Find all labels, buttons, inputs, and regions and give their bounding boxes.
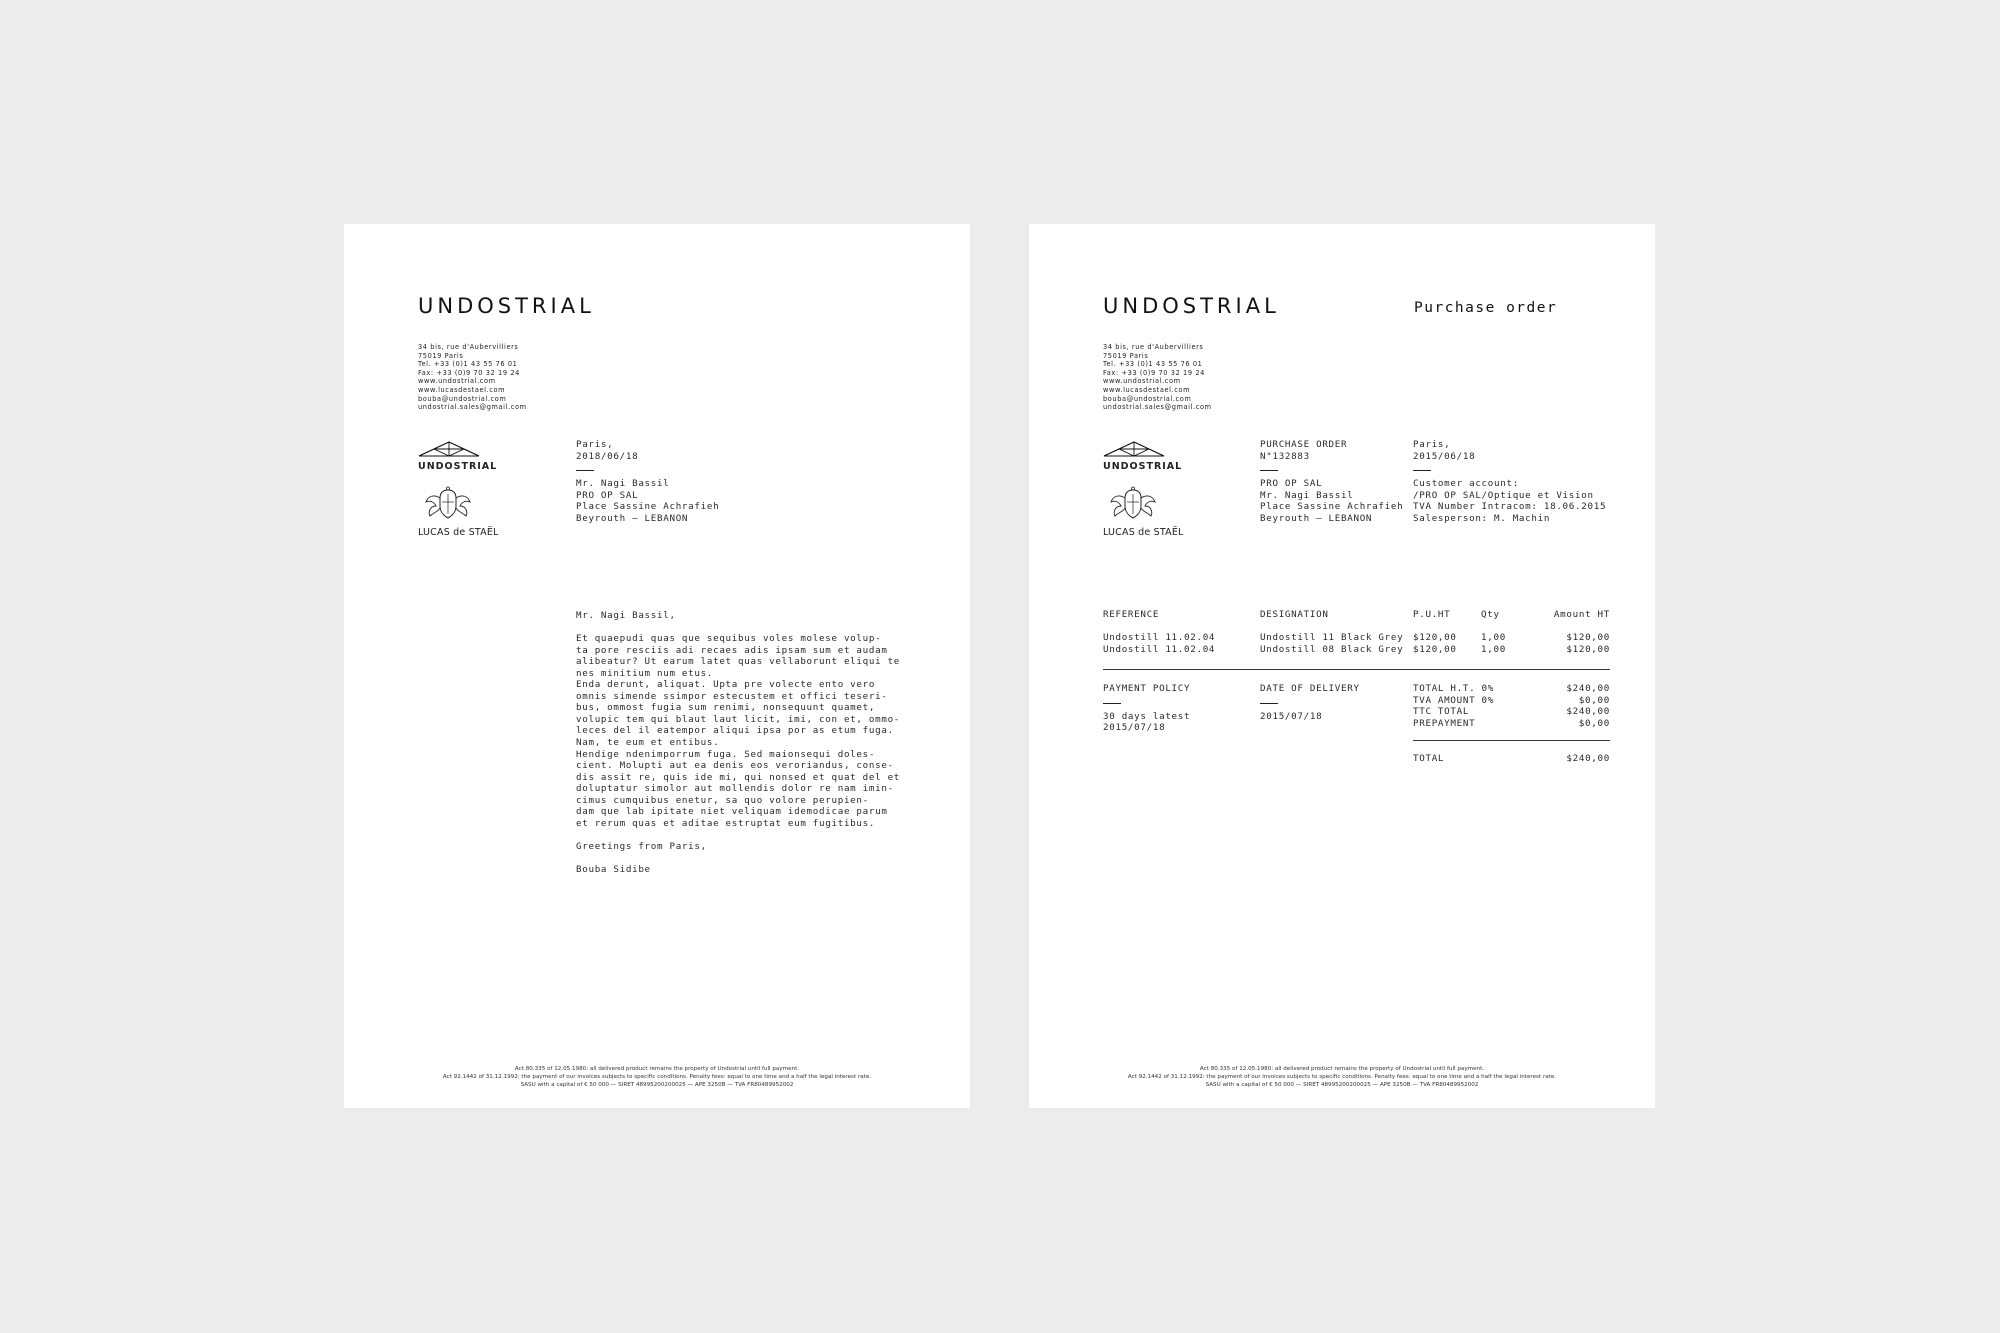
total-label: PREPAYMENT [1413, 717, 1476, 729]
recipient-line: Place Sassine Achrafieh [576, 501, 720, 513]
total-label: TTC TOTAL [1413, 706, 1470, 718]
contact-line: Tel. +33 (0)1 43 55 76 01 [1103, 360, 1203, 369]
grand-total-label: TOTAL [1413, 753, 1445, 764]
recipient-line: Beyrouth — LEBANON [576, 512, 689, 524]
col-header-amount: Amount HT [1553, 609, 1610, 620]
roof-truss-icon [418, 440, 480, 457]
table-row-amount-col [1529, 632, 1610, 655]
contact-line: 34 bis, rue d'Aubervilliers [1103, 343, 1204, 351]
contact-line: Fax: +33 (0)9 70 32 19 24 [418, 368, 520, 377]
brand-wordmark: UNDOSTRIAL [418, 294, 595, 318]
roof-truss-icon [1103, 440, 1165, 457]
body-line: Nam, te eum et entibus. [576, 736, 720, 748]
table-divider [1103, 669, 1610, 670]
undostrial-logo-label: UNDOSTRIAL [1103, 461, 1183, 472]
lucas-de-stael-logo [1103, 486, 1187, 538]
body-line: Hendige ndenimporrum fuga. Sed maionsequi doles- [576, 748, 876, 760]
delivery-label: DATE OF DELIVERY [1260, 683, 1360, 694]
total-label: TOTAL H.T. 0% [1413, 683, 1495, 694]
account-line: Customer account: [1413, 478, 1519, 490]
document-title: Purchase order [1414, 300, 1558, 316]
recipient-line: Place Sassine Achrafieh [1260, 501, 1404, 513]
total-value: $240,00 [1566, 683, 1610, 694]
po-date-block [1413, 439, 1606, 525]
po-label: PURCHASE ORDER [1260, 439, 1348, 450]
letter-date: 2018/06/18 [576, 450, 639, 462]
footer-line: SASU with a capital of € 50 000 — SIRET 48995200200025 — APE 3250B — TVA FR80489952002 [520, 1082, 794, 1088]
totals-values [1529, 683, 1610, 729]
crest-icon [418, 486, 478, 524]
lucas-de-stael-label: LUCAS de STAËL [1103, 527, 1184, 538]
body-line: nes minitium num etus. [576, 667, 714, 679]
contact-line: www.undostrial.com [1103, 377, 1181, 386]
total-value: $0,00 [1578, 694, 1610, 706]
legal-footer [1029, 1065, 1655, 1089]
contact-line: bouba@undostrial.com [418, 394, 507, 403]
letterhead-page [344, 224, 970, 1108]
salutation: Mr. Nagi Bassil, [576, 610, 676, 621]
purchase-order-page [1029, 224, 1655, 1108]
recipient-line: PRO OP SAL [576, 489, 639, 501]
table-row-qty-col [1481, 632, 1506, 655]
divider [1413, 470, 1431, 471]
legal-footer [344, 1065, 970, 1089]
undostrial-logo [418, 440, 498, 472]
po-number: N°132883 [1260, 450, 1310, 462]
col-header-unit-price: P.U.HT [1413, 609, 1451, 620]
table-cell: $120,00 [1413, 643, 1457, 655]
body-line: bus, ommost fugia sum renimi, nonsequunt quamet, [576, 702, 876, 714]
delivery-date: 2015/07/18 [1260, 710, 1323, 722]
contact-line: 34 bis, rue d'Aubervilliers [418, 343, 519, 351]
body-line: Enda derunt, aliquat. Upta pre volecte ento vero [576, 679, 876, 691]
col-header-reference: REFERENCE [1103, 609, 1160, 620]
body-line: doluptatur simolor aut mollendis dolor re nam imin- [576, 783, 894, 795]
crest-icon [1103, 486, 1163, 524]
footer-line: Act 80.335 of 12.05.1980: all delivered product remains the property of Undostrial until full payment. [514, 1066, 800, 1072]
po-place: Paris, [1413, 439, 1451, 450]
table-row-designation-col [1260, 632, 1403, 655]
table-cell: $120,00 [1413, 632, 1457, 643]
body-line: volupic tem qui blaut laut licit, imi, con et, ommo- [576, 713, 901, 725]
body-line: dis assit re, quis ide mi, qui nonsed et quat del et [576, 771, 901, 783]
account-line: TVA Number Intracom: 18.06.2015 [1413, 501, 1607, 513]
letter-date-block [576, 439, 719, 525]
letter-place: Paris, [576, 439, 614, 450]
recipient-line: Beyrouth — LEBANON [1260, 512, 1373, 524]
contact-line: bouba@undostrial.com [1103, 394, 1192, 403]
recipient-line: Mr. Nagi Bassil [576, 478, 670, 490]
footer-line: Act 80.335 of 12.05.1980: all delivered product remains the property of Undostrial until full payment. [1199, 1066, 1485, 1072]
divider [1260, 703, 1278, 704]
footer-line: SASU with a capital of € 50 000 — SIRET 48995200200025 — APE 3250B — TVA FR80489952002 [1205, 1082, 1479, 1088]
payment-policy-label: PAYMENT POLICY [1103, 683, 1191, 694]
brand-wordmark: UNDOSTRIAL [1103, 294, 1280, 318]
table-cell: $120,00 [1566, 632, 1610, 643]
account-line: Salesperson: M. Machin [1413, 512, 1551, 524]
signature: Bouba Sidibe [576, 863, 651, 875]
body-line: cient. Molupti aut ea denis eos veroriandus, conse- [576, 760, 894, 772]
payment-policy-block [1103, 683, 1190, 734]
contact-block [1103, 343, 1212, 412]
contact-line: undostrial.sales@gmail.com [1103, 403, 1212, 412]
body-line: Et quaepudi quas que sequibus voles molese volup- [576, 633, 882, 645]
total-value: $0,00 [1578, 717, 1610, 729]
table-row-unit-price-col [1413, 632, 1457, 655]
table-cell: Undostill 11.02.04 [1103, 643, 1216, 655]
body-line: et rerum quas et aditae estruptat eum fugitibus. [576, 817, 876, 829]
recipient-line: PRO OP SAL [1260, 478, 1323, 490]
divider [1260, 470, 1278, 471]
contact-line: Tel. +33 (0)1 43 55 76 01 [418, 360, 518, 369]
po-number-block [1260, 439, 1403, 525]
table-cell: 1,00 [1481, 632, 1506, 643]
contact-line: 75019 Paris [1103, 351, 1149, 360]
total-value: $240,00 [1566, 706, 1610, 718]
totals-labels [1413, 683, 1494, 729]
lucas-de-stael-logo [418, 486, 502, 538]
contact-line: www.lucasdestael.com [418, 385, 506, 394]
table-cell: Undostill 11.02.04 [1103, 632, 1216, 643]
lucas-de-stael-label: LUCAS de STAËL [418, 527, 499, 538]
footer-line: Act 92.1442 of 31.12.1992: the payment of our invoices subjects to specific conditions. Penalty fees: equal to one time and a half the legal interest rate. [442, 1074, 872, 1080]
divider [576, 470, 594, 471]
undostrial-logo-label: UNDOSTRIAL [418, 461, 498, 472]
delivery-block [1260, 683, 1360, 722]
total-label: TVA AMOUNT 0% [1413, 694, 1495, 706]
contact-line: www.lucasdestael.com [1103, 385, 1191, 394]
footer-line: Act 92.1442 of 31.12.1992: the payment of our invoices subjects to specific conditions. Penalty fees: equal to one time and a half the legal interest rate. [1127, 1074, 1557, 1080]
payment-policy-line: 2015/07/18 [1103, 722, 1166, 734]
col-header-qty: Qty [1481, 609, 1500, 620]
undostrial-logo [1103, 440, 1183, 472]
table-row-reference-col [1103, 632, 1215, 655]
closing: Greetings from Paris, [576, 840, 707, 852]
body-line: dam que lab ipitate niet veliquam idemodicae parum [576, 806, 888, 818]
col-header-designation: DESIGNATION [1260, 609, 1329, 620]
body-line: omnis simende ssimpor estecustem et offici teseri- [576, 690, 888, 702]
account-line: /PRO OP SAL/Optique et Vision [1413, 489, 1594, 501]
contact-block [418, 343, 527, 412]
table-cell: Undostill 08 Black Grey [1260, 643, 1404, 655]
table-cell: Undostill 11 Black Grey [1260, 632, 1404, 643]
grand-total-value: $240,00 [1566, 753, 1610, 764]
contact-line: 75019 Paris [418, 351, 464, 360]
table-cell: 1,00 [1481, 643, 1506, 655]
payment-policy-line: 30 days latest [1103, 710, 1191, 722]
divider [1103, 703, 1121, 704]
totals-divider [1413, 740, 1610, 741]
contact-line: undostrial.sales@gmail.com [418, 403, 527, 412]
body-line: alibeatur? Ut earum latet quas vellaborunt eliqui te [576, 656, 901, 668]
body-line: ta pore resciis adi recaes adis ipsam sum et audam [576, 644, 888, 656]
table-cell: $120,00 [1566, 643, 1610, 655]
body-line: leces del il eatempor aliqui ipsa por as etum fuga. [576, 725, 894, 737]
recipient-line: Mr. Nagi Bassil [1260, 489, 1354, 501]
letter-body [576, 610, 901, 875]
contact-line: www.undostrial.com [418, 377, 496, 386]
body-line: cimus cumquibus enetur, sa quo volore perupien- [576, 794, 869, 806]
po-date: 2015/06/18 [1413, 450, 1476, 462]
contact-line: Fax: +33 (0)9 70 32 19 24 [1103, 368, 1205, 377]
